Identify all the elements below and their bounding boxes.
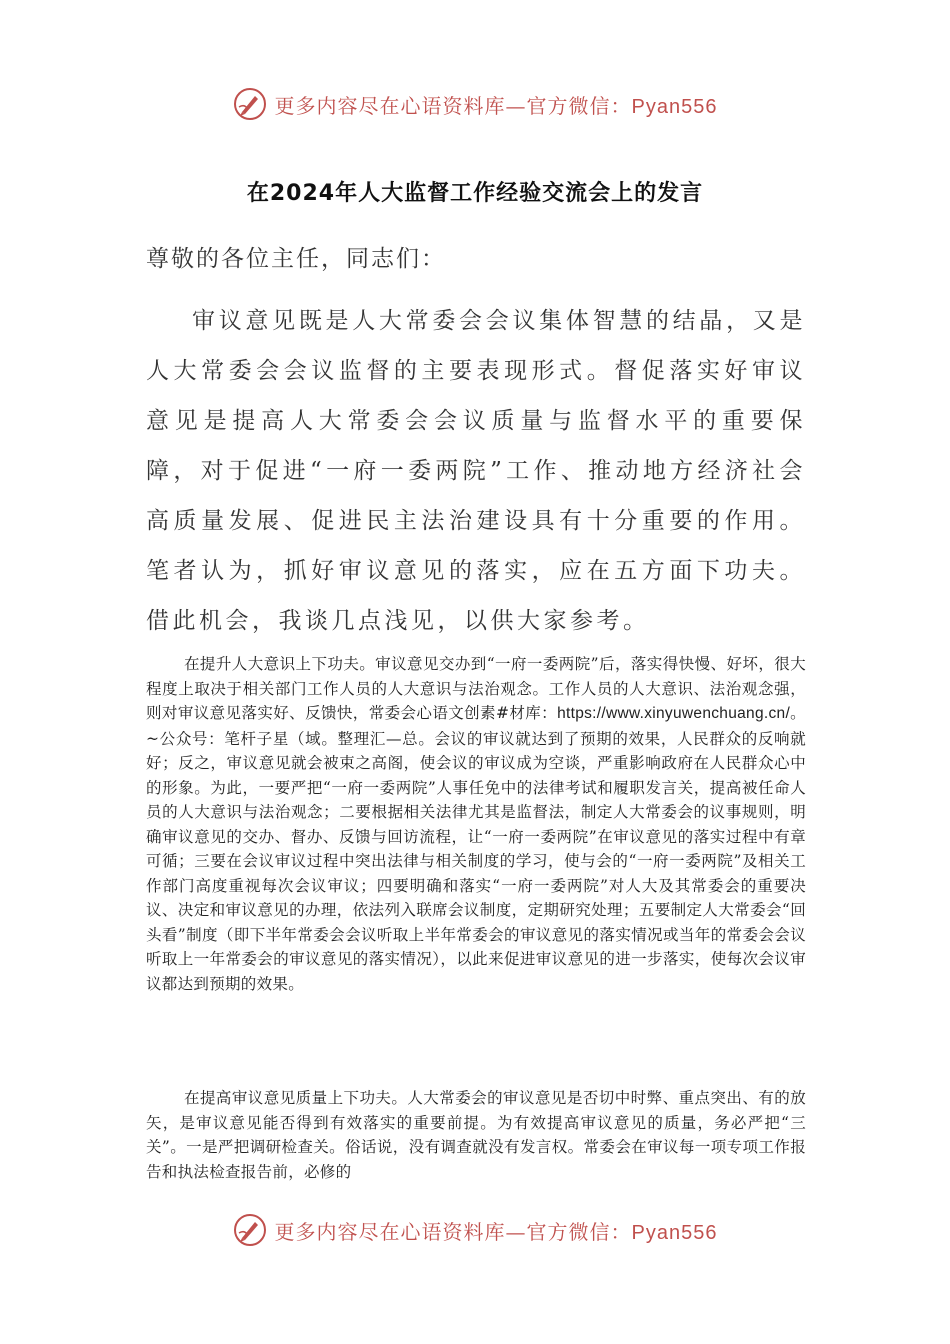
paragraph-1-text-a: 在提升人大意识上下功夫。审议意见交办到“一府一委两院”后，落实得快慢、好坏，很大程度上取决于相关部门工作人员的人大意识与法治观念。工作人员的人大意识、法治观念强，则对审议意见落实好、反馈快，常委会心语文创素#材库： xyxy=(146,655,806,722)
header-watermark-banner xyxy=(0,84,950,124)
footer-watermark-banner xyxy=(0,1210,950,1250)
pen-brush-logo-icon xyxy=(233,87,267,121)
watermark-wechat-id: Pyan556 xyxy=(631,95,718,118)
body-paragraph-1 xyxy=(146,652,806,996)
document-title: 在2024年人大监督工作经验交流会上的发言 xyxy=(246,181,704,206)
watermark-text xyxy=(275,90,718,119)
salutation: 尊敬的各位主任，同志们： xyxy=(146,246,446,272)
paragraph-1-text-b: 。~公众号：笔杆子星（域。整理汇—总。会议的审议就达到了预期的效果，人民群众的反响就好；反之，审议意见就会被束之高阁，使会议的审议成为空谈，严重影响政府在人民群众心中的形象。为此，一要严把“一府一委两院”人事任免中的法律考试和履职发言关，提高被任命人员的人大意识与法治观念；二要根据相关法律尤其是监督法，制定人大常委会的议事规则，明确审议意见的交办、督办、反馈与回访流程，让“一府一委两院”在审议意见的落实过程中有章可循；三要在会议审议过程中突出法律与相关制度的学习，使与会的“一府一委两院”及相关工作部门高度重视每次会议审议；四要明确和落实“一府一委两院”对人大及其常委会的重要决议、决定和审议意见的办理，依法列入联席会议制度，定期研究处理；五要制定人大常委会“回头看”制度（即下半年常委会会议听取上半年常委会的审议意见的落实情况或当年的常委会会议听取上一年常委会的审议意见的落实情况），以此来促进审议意见的进一步落实，使每次会议审议都达到预期的效果。 xyxy=(146,704,806,993)
website-url: https://www.xinyuwenchuang.cn/ xyxy=(557,705,791,722)
watermark-label: 更多内容尽在心语资料库—官方微信： xyxy=(274,93,632,118)
watermark-label: 更多内容尽在心语资料库—官方微信： xyxy=(274,1219,632,1244)
pen-brush-logo-icon xyxy=(233,1213,267,1247)
watermark-wechat-id: Pyan556 xyxy=(631,1221,718,1244)
body-paragraph-2: 在提高审议意见质量上下功夫。人大常委会的审议意见是否切中时弊、重点突出、有的放矢，是审议意见能否得到有效落实的重要前提。为有效提高审议意见的质量，务必严把“三关”。一是严把调研检查关。俗话说，没有调查就没有发言权。常委会在审议每一项专项工作报告和执法检查报告前，必修的 xyxy=(146,1089,806,1181)
watermark-text xyxy=(275,1216,718,1245)
lead-paragraph: 审议意见既是人大常委会会议集体智慧的结晶，又是人大常委会会议监督的主要表现形式。督促落实好审议意见是提高人大常委会会议质量与监督水平的重要保障，对于促进“一府一委两院”工作、推动地方经济社会高质量发展、促进民主法治建设具有十分重要的作用。笔者认为，抓好审议意见的落实，应在五方面下功夫。借此机会，我谈几点浅见，以供大家参考。 xyxy=(146,308,806,634)
